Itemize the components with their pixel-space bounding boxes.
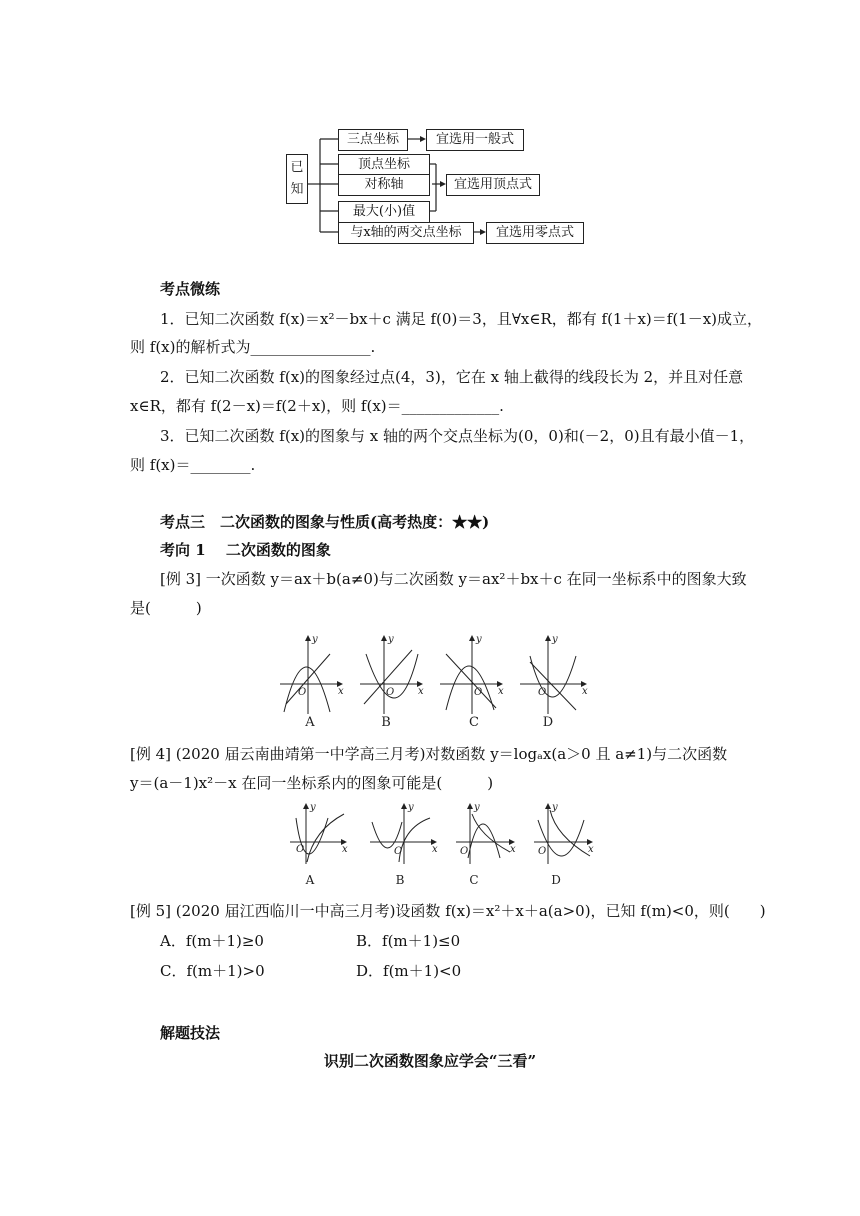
example-5-option-d: D．f(m＋1)<0 [356, 962, 462, 980]
axis-y-4d: y [552, 802, 558, 813]
section-graph-title: 考点三 二次函数的图象与性质(高考热度：★★) [160, 513, 490, 531]
axis-x-3b: x [418, 686, 424, 697]
practice-1-line1: 1．已知二次函数 f(x)＝x²－bx＋c 满足 f(0)＝3，且∀x∈R，都有 f(1＋x)＝f(1－x)成立， [160, 310, 763, 328]
example-5-option-b: B．f(m＋1)≤0 [356, 932, 461, 950]
axis-y-4a: y [310, 802, 316, 813]
flow-box-extreme: 最大(小)值 [338, 201, 430, 223]
graph-4b-label: B [395, 873, 405, 887]
graph-4d-label: D [551, 873, 561, 887]
graph-3d [520, 636, 586, 714]
origin-4d: O [538, 846, 547, 857]
example-5-stem: [例 5] (2020 届江西临川一中高三月考)设函数 f(x)＝x²＋x＋a(a>0)，已知 f(m)<0，则( ) [130, 902, 766, 920]
graph-3c-label: C [469, 715, 479, 730]
graph-3d-label: D [542, 715, 554, 730]
example-4-line1: [例 4] (2020 届云南曲靖第一中学高三月考)对数函数 y＝logₐx(a＞0 且 a≠1)与二次函数 [130, 745, 728, 763]
section-practice-title: 考点微练 [160, 280, 221, 298]
example-3-line2: 是( ) [130, 599, 202, 617]
section-graph-subtitle: 考向 1 二次函数的图象 [160, 541, 331, 559]
practice-3-line2: 则 f(x)＝________. [130, 456, 256, 474]
example-4-line2: y＝(a－1)x²－x 在同一坐标系内的图象可能是( ) [130, 774, 494, 792]
graph-3c [440, 636, 502, 714]
origin-4b: O [394, 846, 403, 857]
graph-4c-label: C [469, 873, 479, 887]
axis-x-4d: x [588, 844, 594, 855]
origin-4a: O [296, 844, 305, 855]
practice-1-line2: 则 f(x)的解析式为________________. [130, 338, 376, 356]
practice-2-line2: x∈R，都有 f(2－x)＝f(2＋x)，则 f(x)＝_____________. [130, 397, 504, 415]
graph-3b-label: B [381, 715, 391, 730]
origin-3b: O [386, 687, 395, 698]
example-5-option-a: A．f(m＋1)≥0 [160, 932, 264, 950]
graph-3a [280, 636, 342, 714]
graph-4b [370, 804, 436, 864]
graph-3b [360, 636, 422, 714]
section-technique-subtitle: 识别二次函数图象应学会“三看” [323, 1052, 537, 1070]
flow-known-bottom: 知 [290, 182, 304, 197]
flow-out-vertex-form: 宜选用顶点式 [446, 174, 540, 196]
example-3-graphs [276, 632, 596, 732]
axis-x-4a: x [342, 844, 348, 855]
axis-x-4c: x [510, 844, 516, 855]
practice-2-line1: 2．已知二次函数 f(x)的图象经过点(4，3)，它在 x 轴上截得的线段长为 2，并且对任意 [160, 368, 744, 386]
axis-x-3a: x [338, 686, 344, 697]
axis-y-3c: y [476, 634, 482, 645]
section-technique-title: 解题技法 [160, 1024, 221, 1042]
graph-4a-label: A [305, 873, 315, 887]
graph-3a-label: A [305, 715, 315, 730]
practice-3-line1: 3．已知二次函数 f(x)的图象与 x 轴的两个交点坐标为(0，0)和(－2，0)且有最小值－1， [160, 427, 755, 445]
example-3-line1: [例 3] 一次函数 y＝ax＋b(a≠0)与二次函数 y＝ax²＋bx＋c 在同一坐标系中的图象大致 [160, 570, 747, 588]
axis-y-3b: y [388, 634, 394, 645]
axis-y-3d: y [552, 634, 558, 645]
graph-4a [290, 804, 346, 864]
axis-y-4b: y [408, 802, 414, 813]
origin-3c: O [474, 687, 483, 698]
flow-box-three-points: 三点坐标 [338, 129, 408, 151]
axis-y-3a: y [312, 634, 318, 645]
flow-known-top: 已 [290, 160, 304, 175]
axis-x-3c: x [498, 686, 504, 697]
example-5-option-c: C．f(m＋1)>0 [160, 962, 265, 980]
origin-4c: O [460, 846, 469, 857]
flow-box-roots: 与x轴的两交点坐标 [338, 222, 474, 244]
axis-x-3d: x [582, 686, 588, 697]
axis-x-4b: x [432, 844, 438, 855]
origin-3d: O [538, 687, 547, 698]
axis-y-4c: y [474, 802, 480, 813]
origin-3a: O [298, 687, 307, 698]
flow-out-general-form: 宜选用一般式 [426, 129, 524, 151]
example-4-graphs [284, 800, 594, 890]
flow-box-axis: 对称轴 [338, 174, 430, 196]
flow-box-vertex: 顶点坐标 [338, 154, 430, 176]
flow-out-root-form: 宜选用零点式 [486, 222, 584, 244]
flow-known-box [286, 154, 308, 204]
